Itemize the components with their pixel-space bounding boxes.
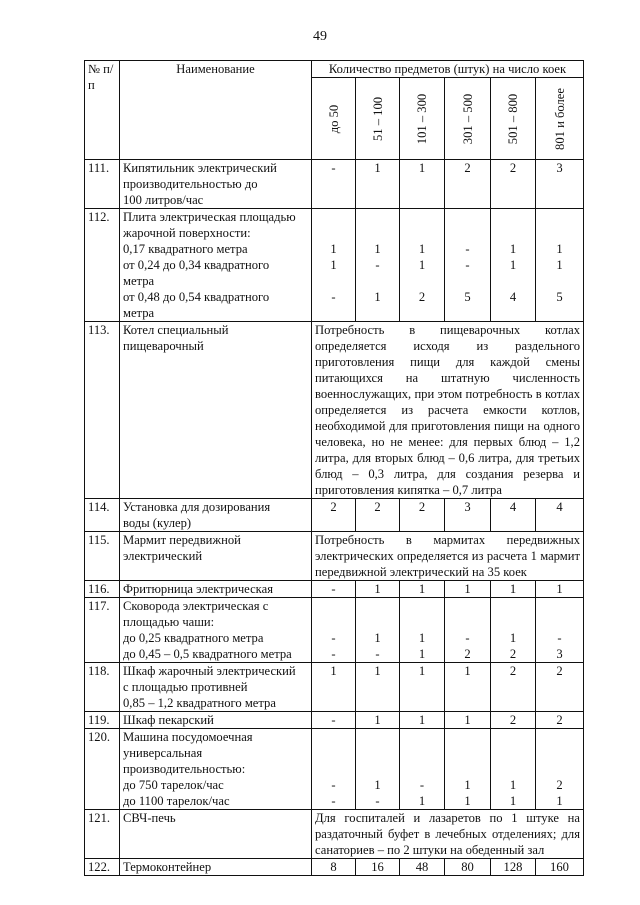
row-value: 1 - — [356, 598, 400, 663]
row-note: Потребность в пищеварочных котлах определяется исходя из раздельного приготовления пищи для каждой смены питающихся на штатную численность военнослужащих, при этом потребность в котлах определяется из расчета емкости котлов, необходимой для приготовления пищи на одного человека, но не менее: для первых блюд – 1,2 литра, для вторых блюд – 0,6 литра, для третьих блюд – 0,3 литра, для создания резерва и приготовления кипятка – 0,7 литра — [312, 322, 584, 499]
row-name — [120, 160, 312, 209]
row-value: - - — [312, 729, 356, 810]
row-value: 2 1 — [536, 729, 584, 810]
row-value: 2 — [445, 160, 491, 209]
row-value: 1 — [445, 712, 491, 729]
table-row — [85, 663, 584, 712]
row-value: 1 - 1 — [356, 209, 400, 322]
row-value: 1 2 — [491, 598, 536, 663]
row-number: 112. — [85, 209, 120, 322]
name-line: Шкаф жарочный электрический — [123, 664, 296, 678]
row-value: 1 1 — [445, 729, 491, 810]
row-number: 116. — [85, 581, 120, 598]
row-value: 2 — [356, 499, 400, 532]
name-line: Мармит передвижной — [123, 533, 241, 547]
name-line: до 0,25 квадратного метра — [123, 631, 264, 645]
name-line: пищеварочный — [123, 339, 204, 353]
name-line: 0,17 квадратного метра — [123, 242, 248, 256]
table-row — [85, 729, 584, 810]
row-value: 48 — [400, 859, 445, 876]
table-row — [85, 859, 584, 876]
row-value: 1 — [445, 663, 491, 712]
row-name — [120, 663, 312, 712]
row-name — [120, 810, 312, 859]
equipment-table — [84, 60, 584, 876]
name-line: Установка для дозирования — [123, 500, 271, 514]
row-name — [120, 712, 312, 729]
row-value: 2 — [491, 160, 536, 209]
header-col-3: 101 – 300 — [400, 78, 445, 160]
row-value: 3 — [445, 499, 491, 532]
row-value: - 1 — [400, 729, 445, 810]
name-line: метра — [123, 306, 155, 320]
row-name — [120, 532, 312, 581]
row-value: 1 1 — [491, 729, 536, 810]
name-line: Кипятильник электрический — [123, 161, 277, 175]
row-number: 114. — [85, 499, 120, 532]
name-line: 0,85 – 1,2 квадратного метра — [123, 696, 276, 710]
row-value: 1 — [536, 581, 584, 598]
row-number: 121. — [85, 810, 120, 859]
name-line: Машина посудомоечная — [123, 730, 253, 744]
name-line: производительностью до — [123, 177, 258, 191]
row-value: 1 — [400, 581, 445, 598]
row-value: 2 — [400, 499, 445, 532]
row-value: - - — [312, 598, 356, 663]
row-number: 111. — [85, 160, 120, 209]
row-name — [120, 859, 312, 876]
header-col-1: до 50 — [312, 78, 356, 160]
row-value: 1 — [400, 712, 445, 729]
row-value: 1 — [312, 663, 356, 712]
name-line: 100 литров/час — [123, 193, 204, 207]
row-note: Для госпиталей и лазаретов по 1 штуке на раздаточный буфет в лечебных отделениях; для санаториев – по 2 штуки на обеденный зал — [312, 810, 584, 859]
row-value: 2 — [536, 663, 584, 712]
table-row — [85, 598, 584, 663]
name-line: Термоконтейнер — [123, 860, 212, 874]
row-value: 1 — [356, 581, 400, 598]
row-number: 120. — [85, 729, 120, 810]
row-value: 1 — [356, 663, 400, 712]
row-value: 2 — [312, 499, 356, 532]
table-row — [85, 160, 584, 209]
row-value: - — [312, 581, 356, 598]
row-value: 1 — [400, 663, 445, 712]
header-col-4: 301 – 500 — [445, 78, 491, 160]
row-value: 4 — [536, 499, 584, 532]
row-value: 128 — [491, 859, 536, 876]
row-value: 2 — [491, 663, 536, 712]
row-name — [120, 322, 312, 499]
row-value: - — [312, 160, 356, 209]
table-row — [85, 499, 584, 532]
row-number: 122. — [85, 859, 120, 876]
row-value: 80 — [445, 859, 491, 876]
row-value: 3 — [536, 160, 584, 209]
row-value: - — [312, 712, 356, 729]
row-name — [120, 729, 312, 810]
table-row — [85, 532, 584, 581]
name-line: жарочной поверхности: — [123, 226, 251, 240]
row-value: 1 — [445, 581, 491, 598]
row-number: 113. — [85, 322, 120, 499]
row-name — [120, 598, 312, 663]
row-number: 118. — [85, 663, 120, 712]
name-line: Фритюрница электрическая — [123, 582, 273, 596]
table-row — [85, 322, 584, 499]
name-line: Котел специальный — [123, 323, 229, 337]
row-name — [120, 581, 312, 598]
header-col-5: 501 – 800 — [491, 78, 536, 160]
table-row — [85, 712, 584, 729]
row-name — [120, 209, 312, 322]
row-value: - 3 — [536, 598, 584, 663]
name-line: воды (кулер) — [123, 516, 192, 530]
row-value: 1 1 4 — [491, 209, 536, 322]
row-value: 1 1 — [400, 598, 445, 663]
row-value: 1 1 5 — [536, 209, 584, 322]
row-value: - - 5 — [445, 209, 491, 322]
name-line: до 1100 тарелок/час — [123, 794, 230, 808]
name-line: метра — [123, 274, 155, 288]
row-value: 1 1 2 — [400, 209, 445, 322]
name-line: производительностью: — [123, 762, 246, 776]
name-line: электрический — [123, 549, 203, 563]
name-line: Плита электрическая площадью — [123, 210, 296, 224]
name-line: до 750 тарелок/час — [123, 778, 224, 792]
name-line: от 0,48 до 0,54 квадратного — [123, 290, 270, 304]
row-value: 2 — [491, 712, 536, 729]
page-number: 49 — [313, 29, 327, 44]
name-line: СВЧ-печь — [123, 811, 176, 825]
row-value: - 2 — [445, 598, 491, 663]
table-row — [85, 581, 584, 598]
row-note: Потребность в мармитах передвижных электрических определяется из расчета 1 мармит передвижной электрический на 35 коек — [312, 532, 584, 581]
header-col-2: 51 – 100 — [356, 78, 400, 160]
row-value: 1 — [356, 712, 400, 729]
name-line: площадью чаши: — [123, 615, 215, 629]
header-col-6: 801 и более — [536, 78, 584, 160]
name-line: Шкаф пекарский — [123, 713, 214, 727]
row-value: 160 — [536, 859, 584, 876]
header-qty-title: Количество предметов (штук) на число коек — [312, 61, 584, 78]
table-row — [85, 810, 584, 859]
row-number: 119. — [85, 712, 120, 729]
row-value: 1 — [356, 160, 400, 209]
row-value: 2 — [536, 712, 584, 729]
row-value: 1 — [400, 160, 445, 209]
row-value: 8 — [312, 859, 356, 876]
header-name: Наименование — [120, 61, 312, 160]
name-line: Сковорода электрическая с — [123, 599, 269, 613]
header-num: № п/п — [85, 61, 120, 160]
row-value: 16 — [356, 859, 400, 876]
row-number: 117. — [85, 598, 120, 663]
row-value: 4 — [491, 499, 536, 532]
row-value: 1 1 - — [312, 209, 356, 322]
row-value: 1 — [491, 581, 536, 598]
name-line: до 0,45 – 0,5 квадратного метра — [123, 647, 292, 661]
row-number: 115. — [85, 532, 120, 581]
row-name — [120, 499, 312, 532]
name-line: универсальная — [123, 746, 203, 760]
name-line: от 0,24 до 0,34 квадратного — [123, 258, 270, 272]
name-line: с площадью противней — [123, 680, 248, 694]
table-row — [85, 209, 584, 322]
row-value: 1 - — [356, 729, 400, 810]
